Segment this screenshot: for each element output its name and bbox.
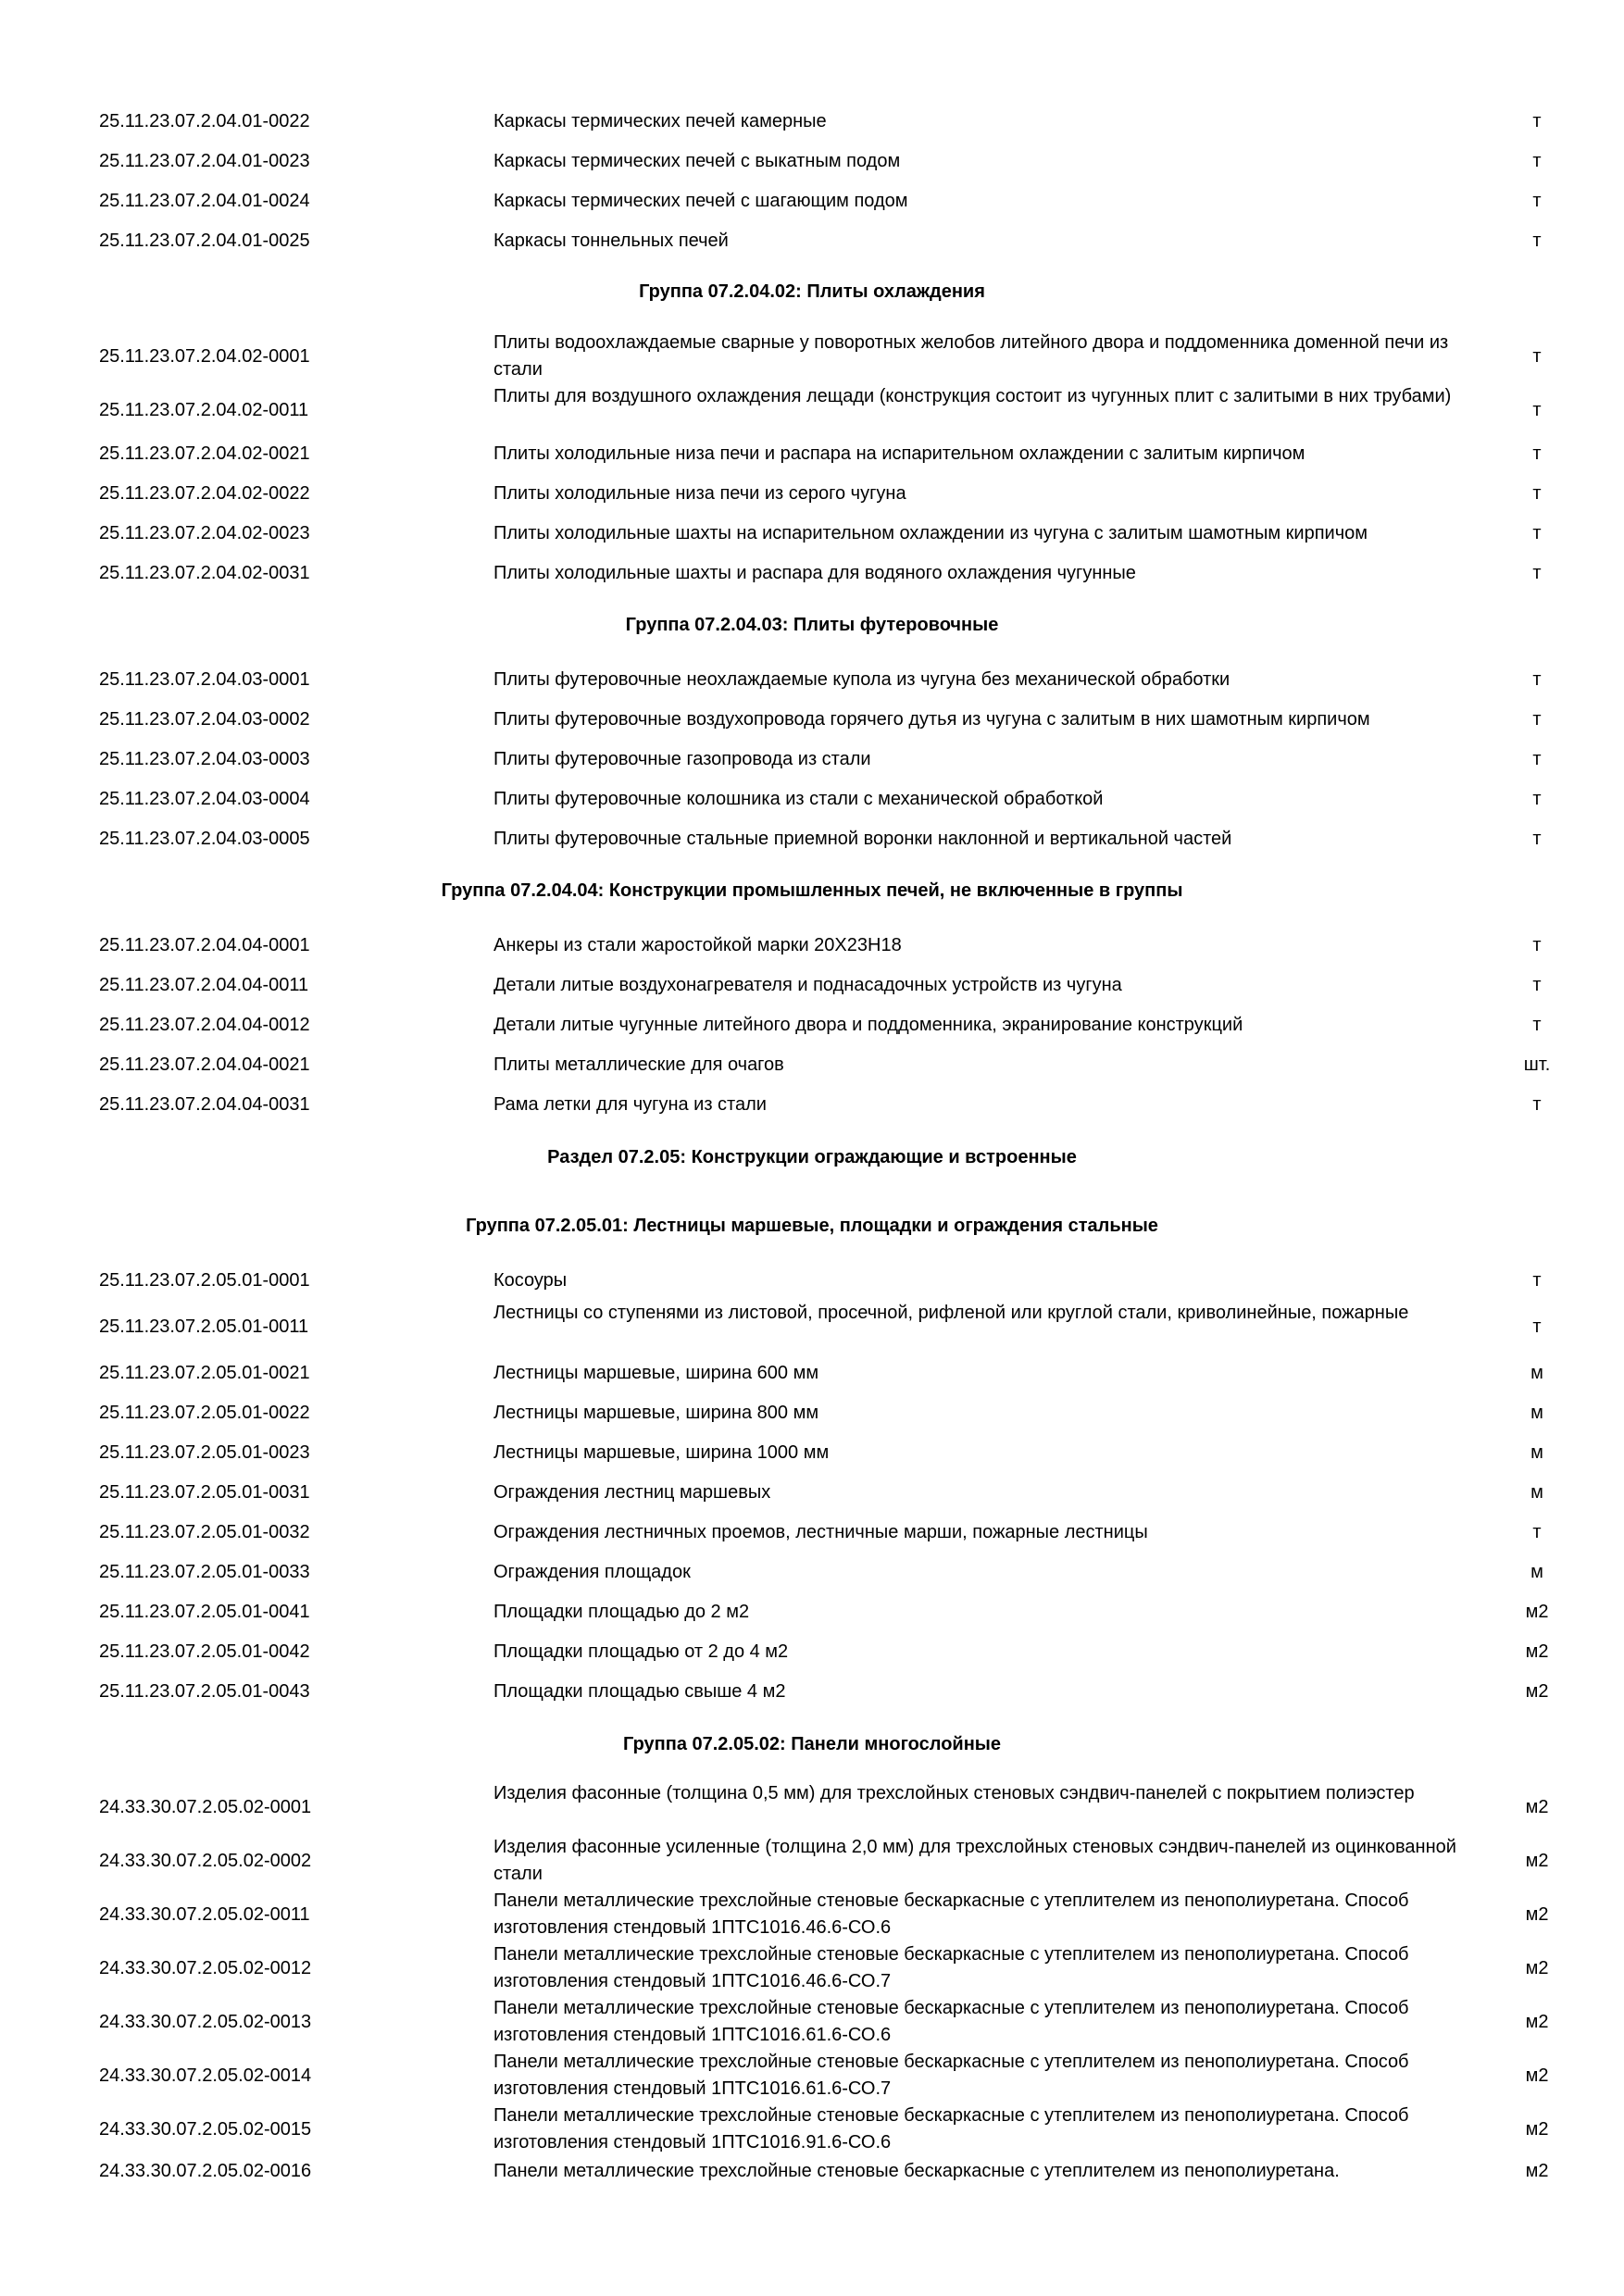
- row-unit: м: [1530, 1363, 1543, 1383]
- group-heading: Группа 07.2.05.01: Лестницы маршевые, площадки и ограждения стальные: [466, 1216, 1158, 1236]
- row-name: Каркасы тоннельных печей: [493, 231, 729, 251]
- row-name: Плиты холодильные шахты на испарительном охлаждении из чугуна с залитым шамотным кирпичом: [493, 523, 1368, 543]
- row-name: Лестницы маршевые, ширина 600 мм: [493, 1363, 819, 1383]
- row-code: 25.11.23.07.2.04.03-0002: [99, 709, 310, 730]
- row-unit: м2: [1525, 1641, 1549, 1662]
- row-code: 25.11.23.07.2.04.01-0024: [99, 191, 310, 211]
- row-code: 24.33.30.07.2.05.02-0015: [99, 2119, 312, 2140]
- row-code: 25.11.23.07.2.05.01-0043: [99, 1681, 310, 1702]
- row-name: Панели металлические трехслойные стеновые бескаркасные с утеплителем из пенополиуретана. Способ изготовления стендовый 1ПТС1016.61.6-СО.6: [493, 1998, 1409, 2045]
- table-row: [0, 1941, 1624, 1995]
- table-row: [0, 1012, 1624, 1040]
- row-unit: т: [1532, 231, 1542, 251]
- table-row: [0, 1639, 1624, 1666]
- table-row: [0, 330, 1624, 383]
- row-unit: т: [1532, 563, 1542, 583]
- row-unit: т: [1532, 829, 1542, 849]
- row-code: 25.11.23.07.2.04.04-0001: [99, 935, 310, 955]
- row-unit: т: [1532, 709, 1542, 730]
- row-code: 24.33.30.07.2.05.02-0013: [99, 2012, 312, 2032]
- row-unit: т: [1532, 1522, 1542, 1542]
- row-code: 25.11.23.07.2.05.01-0031: [99, 1482, 310, 1503]
- row-code: 24.33.30.07.2.05.02-0001: [99, 1797, 312, 1817]
- row-code: 25.11.23.07.2.04.02-0023: [99, 523, 310, 543]
- row-unit: м2: [1525, 1851, 1549, 1871]
- table-row: [0, 1092, 1624, 1119]
- table-row: [0, 746, 1624, 774]
- row-code: 25.11.23.07.2.04.01-0023: [99, 151, 310, 171]
- table-row: [0, 520, 1624, 548]
- table-row: [0, 1678, 1624, 1706]
- row-unit: м2: [1525, 1958, 1549, 1978]
- row-unit: т: [1532, 975, 1542, 995]
- row-name: Лестницы маршевые, ширина 1000 мм: [493, 1442, 830, 1463]
- table-row: [0, 1360, 1624, 1388]
- row-name: Панели металлические трехслойные стеновые бескаркасные с утеплителем из пенополиуретана. Способ изготовления стендовый 1ПТС1016.46.6-СО.6: [493, 1890, 1409, 1938]
- row-name: Плиты футеровочные воздухопровода горячего дутья из чугуна с залитым в них шамотным кирпичом: [493, 709, 1370, 730]
- row-code: 24.33.30.07.2.05.02-0011: [99, 1904, 310, 1925]
- table-row: [0, 1559, 1624, 1587]
- row-name: Плиты холодильные низа печи из серого чугуна: [493, 483, 906, 504]
- row-name: Панели металлические трехслойные стеновые бескаркасные с утеплителем из пенополиуретана. Способ изготовления стендовый 1ПТС1016.61.6-СО.7: [493, 2052, 1409, 2099]
- row-name: Ограждения лестничных проемов, лестничные марши, пожарные лестницы: [493, 1522, 1148, 1542]
- row-name: Лестницы маршевые, ширина 800 мм: [493, 1403, 819, 1423]
- table-row: [0, 1267, 1624, 1295]
- row-code: 25.11.23.07.2.04.03-0005: [99, 829, 310, 849]
- row-code: 24.33.30.07.2.05.02-0002: [99, 1851, 312, 1871]
- row-code: 24.33.30.07.2.05.02-0016: [99, 2161, 312, 2181]
- row-name: Плиты для воздушного охлаждения лещади (конструкция состоит из чугунных плит с залитыми в них трубами): [493, 386, 1452, 406]
- row-unit: м: [1530, 1442, 1543, 1463]
- row-unit: м2: [1525, 2119, 1549, 2140]
- row-name: Детали литые воздухонагревателя и поднасадочных устройств из чугуна: [493, 975, 1122, 995]
- row-name: Панели металлические трехслойные стеновые бескаркасные с утеплителем из пенополиуретана. Способ изготовления стендовый 1ПТС1016.46.6-СО.7: [493, 1944, 1409, 1991]
- row-unit: т: [1532, 1094, 1542, 1115]
- row-code: 25.11.23.07.2.05.01-0033: [99, 1562, 310, 1582]
- row-name: Плиты холодильные шахты и распара для водяного охлаждения чугунные: [493, 563, 1136, 583]
- row-unit: м: [1530, 1482, 1543, 1503]
- row-name: Ограждения площадок: [493, 1562, 691, 1582]
- row-code: 25.11.23.07.2.05.01-0042: [99, 1641, 310, 1662]
- group-heading: Группа 07.2.04.02: Плиты охлаждения: [639, 281, 985, 302]
- row-code: 25.11.23.07.2.04.01-0025: [99, 231, 310, 251]
- table-row: [0, 1834, 1624, 1888]
- row-name: Плиты футеровочные неохлаждаемые купола из чугуна без механической обработки: [493, 669, 1230, 690]
- row-name: Косоуры: [493, 1270, 568, 1291]
- row-name: Рама летки для чугуна из стали: [493, 1094, 767, 1115]
- row-unit: м2: [1525, 2012, 1549, 2032]
- row-unit: т: [1532, 443, 1542, 464]
- row-unit: м2: [1525, 1904, 1549, 1925]
- row-name: Лестницы со ступенями из листовой, просечной, рифленой или круглой стали, криволинейные, пожарные: [493, 1303, 1409, 1323]
- row-name: Анкеры из стали жаростойкой марки 20Х23Н18: [493, 935, 902, 955]
- row-name: Площадки площадью свыше 4 м2: [493, 1681, 786, 1702]
- table-row: [0, 2103, 1624, 2156]
- row-name: Плиты холодильные низа печи и распара на испарительном охлаждении с залитым кирпичом: [493, 443, 1305, 464]
- row-code: 25.11.23.07.2.05.01-0023: [99, 1442, 310, 1463]
- group-heading: Группа 07.2.04.03: Плиты футеровочные: [625, 615, 999, 635]
- row-code: 25.11.23.07.2.05.01-0001: [99, 1270, 310, 1291]
- row-unit: т: [1532, 523, 1542, 543]
- table-row: [0, 1300, 1624, 1354]
- row-name: Детали литые чугунные литейного двора и поддоменника, экранирование конструкций: [493, 1015, 1243, 1035]
- row-unit: т: [1532, 400, 1542, 420]
- table-row: [0, 188, 1624, 216]
- row-unit: т: [1532, 789, 1542, 809]
- table-row: [0, 1479, 1624, 1507]
- row-code: 25.11.23.07.2.04.02-0031: [99, 563, 310, 583]
- row-code: 25.11.23.07.2.04.02-0022: [99, 483, 310, 504]
- table-row: [0, 2158, 1624, 2186]
- table-row: [0, 1780, 1624, 1834]
- table-row: [0, 2049, 1624, 2103]
- row-unit: т: [1532, 1316, 1542, 1337]
- row-name: Панели металлические трехслойные стеновые бескаркасные с утеплителем из пенополиуретана. Способ изготовления стендовый 1ПТС1016.91.6-СО.6: [493, 2105, 1409, 2152]
- row-unit: т: [1532, 749, 1542, 769]
- row-name: Площадки площадью до 2 м2: [493, 1602, 750, 1622]
- row-name: Плиты футеровочные колошника из стали с механической обработкой: [493, 789, 1104, 809]
- table-row: [0, 706, 1624, 734]
- table-row: [0, 1440, 1624, 1467]
- table-row: [0, 667, 1624, 694]
- table-row: [0, 441, 1624, 468]
- row-unit: м: [1530, 1403, 1543, 1423]
- row-unit: м2: [1525, 1681, 1549, 1702]
- row-code: 25.11.23.07.2.04.02-0011: [99, 400, 309, 420]
- table-row: [0, 228, 1624, 256]
- row-code: 25.11.23.07.2.05.01-0022: [99, 1403, 310, 1423]
- row-unit: т: [1532, 151, 1542, 171]
- row-unit: м: [1530, 1562, 1543, 1582]
- row-unit: шт.: [1523, 1054, 1551, 1075]
- row-unit: м2: [1525, 2161, 1549, 2181]
- row-unit: м2: [1525, 1797, 1549, 1817]
- group-heading: Группа 07.2.04.04: Конструкции промышленных печей, не включенные в группы: [441, 880, 1183, 901]
- table-row: [0, 1888, 1624, 1941]
- table-row: [0, 1519, 1624, 1547]
- row-code: 25.11.23.07.2.04.04-0011: [99, 975, 309, 995]
- row-name: Плиты футеровочные стальные приемной воронки наклонной и вертикальной частей: [493, 829, 1232, 849]
- row-unit: т: [1532, 111, 1542, 131]
- row-unit: т: [1532, 935, 1542, 955]
- row-name: Площадки площадью от 2 до 4 м2: [493, 1641, 789, 1662]
- table-row: [0, 1995, 1624, 2049]
- row-unit: т: [1532, 483, 1542, 504]
- table-row: [0, 826, 1624, 854]
- row-code: 25.11.23.07.2.04.04-0021: [99, 1054, 310, 1075]
- row-code: 25.11.23.07.2.04.01-0022: [99, 111, 310, 131]
- table-row: [0, 1052, 1624, 1079]
- row-code: 25.11.23.07.2.04.04-0012: [99, 1015, 310, 1035]
- group-heading: Группа 07.2.05.02: Панели многослойные: [623, 1734, 1001, 1754]
- row-unit: т: [1532, 191, 1542, 211]
- row-name: Плиты металлические для очагов: [493, 1054, 784, 1075]
- row-code: 25.11.23.07.2.04.02-0001: [99, 346, 310, 367]
- table-row: [0, 560, 1624, 588]
- table-row: [0, 480, 1624, 508]
- row-unit: м2: [1525, 1602, 1549, 1622]
- table-row: [0, 1599, 1624, 1627]
- row-code: 25.11.23.07.2.05.01-0032: [99, 1522, 310, 1542]
- row-unit: м2: [1525, 2065, 1549, 2086]
- row-name: Каркасы термических печей с шагающим подом: [493, 191, 908, 211]
- row-name: Изделия фасонные усиленные (толщина 2,0 мм) для трехслойных стеновых сэндвич-панелей из оцинкованной стали: [493, 1837, 1456, 1884]
- row-unit: т: [1532, 669, 1542, 690]
- table-row: [0, 148, 1624, 176]
- row-code: 25.11.23.07.2.04.02-0021: [99, 443, 310, 464]
- table-row: [0, 1400, 1624, 1428]
- row-name: Каркасы термических печей камерные: [493, 111, 827, 131]
- row-unit: т: [1532, 1270, 1542, 1291]
- row-name: Плиты футеровочные газопровода из стали: [493, 749, 871, 769]
- table-row: [0, 108, 1624, 136]
- row-name: Плиты водоохлаждаемые сварные у поворотных желобов литейного двора и поддоменника доменной печи из стали: [493, 332, 1449, 380]
- row-name: Каркасы термических печей с выкатным подом: [493, 151, 901, 171]
- row-code: 25.11.23.07.2.04.04-0031: [99, 1094, 310, 1115]
- table-row: [0, 972, 1624, 1000]
- row-code: 24.33.30.07.2.05.02-0014: [99, 2065, 312, 2086]
- row-code: 25.11.23.07.2.05.01-0041: [99, 1602, 310, 1622]
- row-code: 25.11.23.07.2.04.03-0001: [99, 669, 310, 690]
- row-name: Изделия фасонные (толщина 0,5 мм) для трехслойных стеновых сэндвич-панелей с покрытием полиэстер: [493, 1783, 1415, 1803]
- row-code: 25.11.23.07.2.05.01-0021: [99, 1363, 310, 1383]
- section-heading: Раздел 07.2.05: Конструкции ограждающие и встроенные: [547, 1147, 1077, 1167]
- table-row: [0, 383, 1624, 437]
- row-code: 25.11.23.07.2.05.01-0011: [99, 1316, 309, 1337]
- row-code: 24.33.30.07.2.05.02-0012: [99, 1958, 312, 1978]
- row-name: Ограждения лестниц маршевых: [493, 1482, 771, 1503]
- row-code: 25.11.23.07.2.04.03-0003: [99, 749, 310, 769]
- row-unit: т: [1532, 346, 1542, 367]
- table-row: [0, 786, 1624, 814]
- row-name: Панели металлические трехслойные стеновые бескаркасные с утеплителем из пенополиуретана.: [493, 2161, 1340, 2181]
- table-row: [0, 932, 1624, 960]
- row-unit: т: [1532, 1015, 1542, 1035]
- row-code: 25.11.23.07.2.04.03-0004: [99, 789, 310, 809]
